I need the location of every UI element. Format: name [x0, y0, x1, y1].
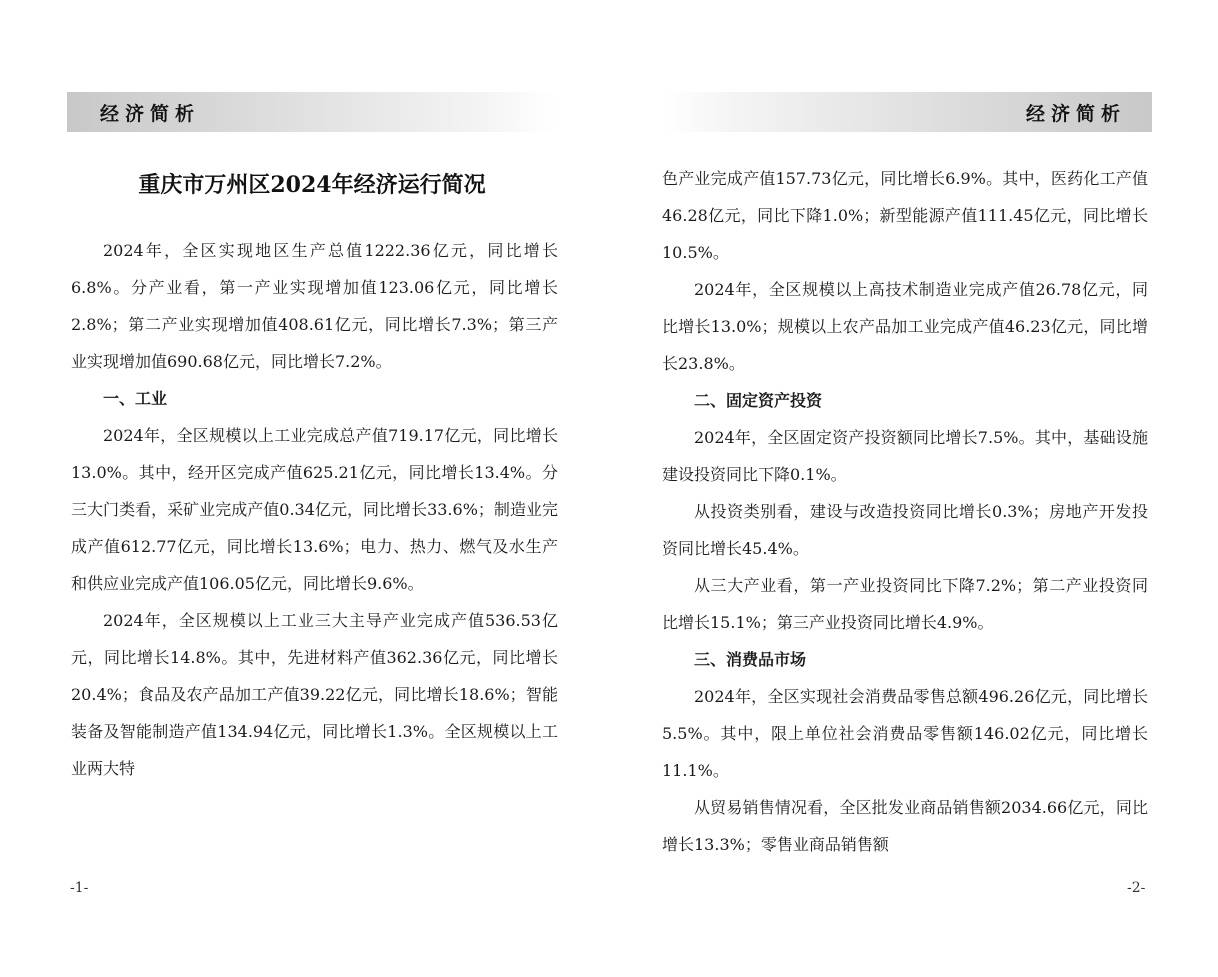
running-header	[663, 92, 1152, 132]
header-title: 经济简析	[100, 102, 201, 125]
body-paragraph: 2024年，全区规模以上工业完成总产值719.17亿元，同比增长13.0%。其中，经开区完成产值625.21亿元，同比增长13.4%。分三大门类看，采矿业完成产值0.34亿元，同比增长33.6%；制造业完成产值612.77亿元，同比增长13.6%；电力、热力、燃气及水生产和供应业完成产值106.05亿元，同比增长9.6%。	[71, 426, 558, 593]
page-number: -2-	[1127, 880, 1146, 896]
body-paragraph: 2024年，全区规模以上高技术制造业完成产值26.78亿元，同比增长13.0%；规模以上农产品加工业完成产值46.23亿元，同比增长23.8%。	[662, 280, 1148, 373]
header-title: 经济简析	[1025, 102, 1126, 125]
page-number: -1-	[70, 880, 89, 896]
right-page	[609, 0, 1218, 977]
body-paragraph: 从贸易销售情况看，全区批发业商品销售额2034.66亿元，同比增长13.3%；零售业商品销售额	[662, 798, 1148, 854]
right-body	[662, 160, 1148, 863]
section-heading: 三、消费品市场	[694, 650, 807, 669]
body-paragraph: 色产业完成产值157.73亿元，同比增长6.9%。其中，医药化工产值46.28亿元，同比下降1.0%；新型能源产值111.45亿元，同比增长10.5%。	[662, 169, 1148, 262]
body-paragraph: 从投资类别看，建设与改造投资同比增长0.3%；房地产开发投资同比增长45.4%。	[662, 502, 1148, 558]
body-paragraph: 2024年，全区实现社会消费品零售总额496.26亿元，同比增长5.5%。其中，限上单位社会消费品零售额146.02亿元，同比增长11.1%。	[662, 687, 1148, 780]
left-body	[71, 232, 558, 787]
document-title: 重庆市万州区2024年经济运行简况	[138, 172, 486, 198]
running-header	[67, 92, 557, 132]
body-paragraph: 从三大产业看，第一产业投资同比下降7.2%；第二产业投资同比增长15.1%；第三产业投资同比增长4.9%。	[662, 576, 1148, 632]
body-paragraph: 2024年，全区实现地区生产总值1222.36亿元，同比增长6.8%。分产业看，第一产业实现增加值123.06亿元，同比增长2.8%；第二产业实现增加值408.61亿元，同比增长7.3%；第三产业实现增加值690.68亿元，同比增长7.2%。	[71, 241, 558, 371]
body-paragraph: 2024年，全区规模以上工业三大主导产业完成产值536.53亿元，同比增长14.8%。其中，先进材料产值362.36亿元，同比增长20.4%；食品及农产品加工产值39.22亿元，同比增长18.6%；智能装备及智能制造产值134.94亿元，同比增长1.3%。全区规模以上工业两大特	[71, 611, 558, 778]
section-heading: 一、工业	[103, 389, 168, 408]
section-heading: 二、固定资产投资	[694, 391, 823, 410]
body-paragraph: 2024年，全区固定资产投资额同比增长7.5%。其中，基础设施建设投资同比下降0.1%。	[662, 428, 1148, 484]
